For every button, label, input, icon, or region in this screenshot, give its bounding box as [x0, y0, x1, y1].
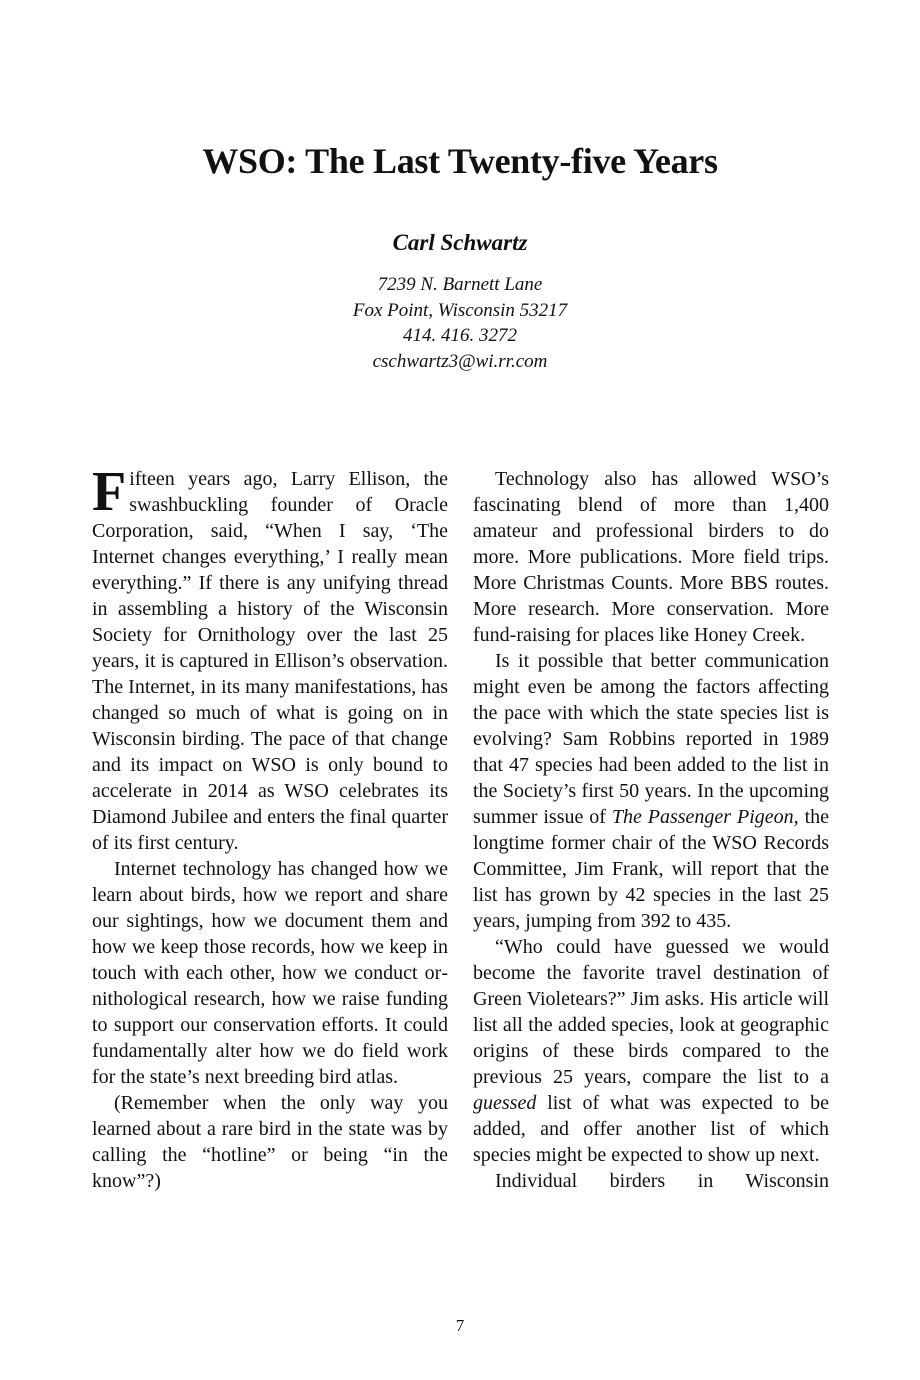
address-line-1: 7239 N. Barnett Lane [377, 274, 543, 295]
paragraph-text: list of what was expected to be added, and offer another list of which species might be expected to show up next. [473, 1092, 829, 1166]
paragraph [92, 461, 448, 856]
article-title: WSO: The Last Twenty-five Years [202, 141, 718, 181]
email-address: cschwartz3@wi.rr.com [372, 350, 548, 372]
paragraph [473, 648, 829, 934]
paragraph-text: , the longtime former chair of the WSO Records Committee, Jim Frank, will report that the list has grown by 42 species in the last 25 years, jumping from 392 to 435. [473, 806, 830, 932]
paragraph-text: “Who could have guessed we would become the favorite travel destination of Green Violetears?” Jim asks. His article will list all the added species, look at geographic origins of these birds compared to the previous 25 years, compare the list to a [473, 936, 829, 1088]
paragraph: Technology also has allowed WSO’s fascinating blend of more than 1,400 amateur and professional birders to do more. More publications. More field trips. More Christmas Counts. More BBS routes. More research. More conservation. More fund-raising for places like Honey Creek. [473, 468, 829, 646]
paragraph: Individual birders in Wisconsin [495, 1170, 829, 1192]
page-number: 7 [455, 1316, 465, 1335]
right-column [473, 466, 829, 1194]
emphasis-text: guessed [473, 1092, 537, 1114]
author-contact [0, 272, 920, 374]
drop-cap: F [92, 461, 127, 523]
phone-number: 414. 416. 3272 [403, 325, 517, 346]
paragraph: Internet technology has changed how we learn about birds, how we report and share our sightings, how we document them and how we keep those records, how we keep in touch with each other, how we conduct ornithological research, how we raise funding to support our conservation efforts. It could fundamentally alter how we do field work for the state’s next breeding bird atlas. [92, 858, 448, 1088]
paragraph-text: Is it possible that better communication might even be among the factors affecting the pace with which the state species list is evolving? Sam Robbins reported in 1989 that 47 species had been added to the list in the Society’s first 50 years. In the upcoming summer issue of [473, 650, 829, 828]
author-name: Carl Schwartz [392, 230, 528, 255]
journal-title: The Passenger Pigeon [611, 806, 794, 828]
address-line-2: Fox Point, Wisconsin 53217 [352, 299, 568, 321]
left-column [92, 461, 448, 1194]
paragraph: (Remember when the only way you learned about a rare bird in the state was by calling the “hotline” or being “in the know”?) [92, 1092, 448, 1192]
paragraph [473, 934, 829, 1168]
paragraph-text: ifteen years ago, Larry Ellison, the swashbuckling founder of Oracle Corporation, said, “When I say, ‘The Internet changes everything,’ I really mean everything.” If there is any unifying thread in assembling a history of the Wisconsin Society for Ornithology over the last 25 years, it is captured in Ellison’s observation. The Internet, in its many manifestations, has changed so much of what is going on in Wisconsin birding. The pace of that change and its impact on WSO is only bound to accelerate in 2014 as WSO celebrates its Diamond Jubilee and enters the final quarter of its first century. [92, 468, 448, 854]
